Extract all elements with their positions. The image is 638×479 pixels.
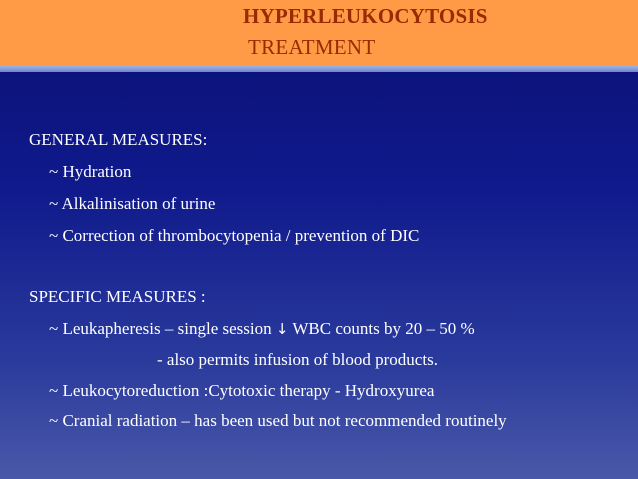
leukapheresis-text: ~ Leukapheresis – single session (49, 319, 276, 338)
arrow-down-icon: ↓ (275, 320, 289, 338)
specific-item-leukapheresis (49, 319, 475, 339)
slide-title: HYPERLEUKOCYTOSIS (243, 4, 488, 28)
general-item-thrombocytopenia: ~ Correction of thrombocytopenia / prevention of DIC (49, 226, 420, 245)
header-divider (0, 66, 638, 72)
leukapheresis-continuation: - also permits infusion of blood products. (157, 350, 438, 369)
title-banner (0, 0, 638, 66)
slide-subtitle: TREATMENT (248, 35, 376, 59)
leukapheresis-wbc-text: WBC counts by 20 – 50 % (288, 319, 475, 338)
specific-item-cranial-radiation: ~ Cranial radiation – has been used but not recommended routinely (49, 411, 507, 430)
general-item-hydration: ~ Hydration (49, 162, 132, 181)
specific-item-leukocytoreduction: ~ Leukocytoreduction :Cytotoxic therapy - Hydroxyurea (49, 381, 435, 400)
general-item-alkalinisation: ~ Alkalinisation of urine (49, 194, 216, 213)
general-measures-heading: GENERAL MEASURES: (29, 130, 208, 149)
specific-measures-heading: SPECIFIC MEASURES : (29, 287, 206, 306)
